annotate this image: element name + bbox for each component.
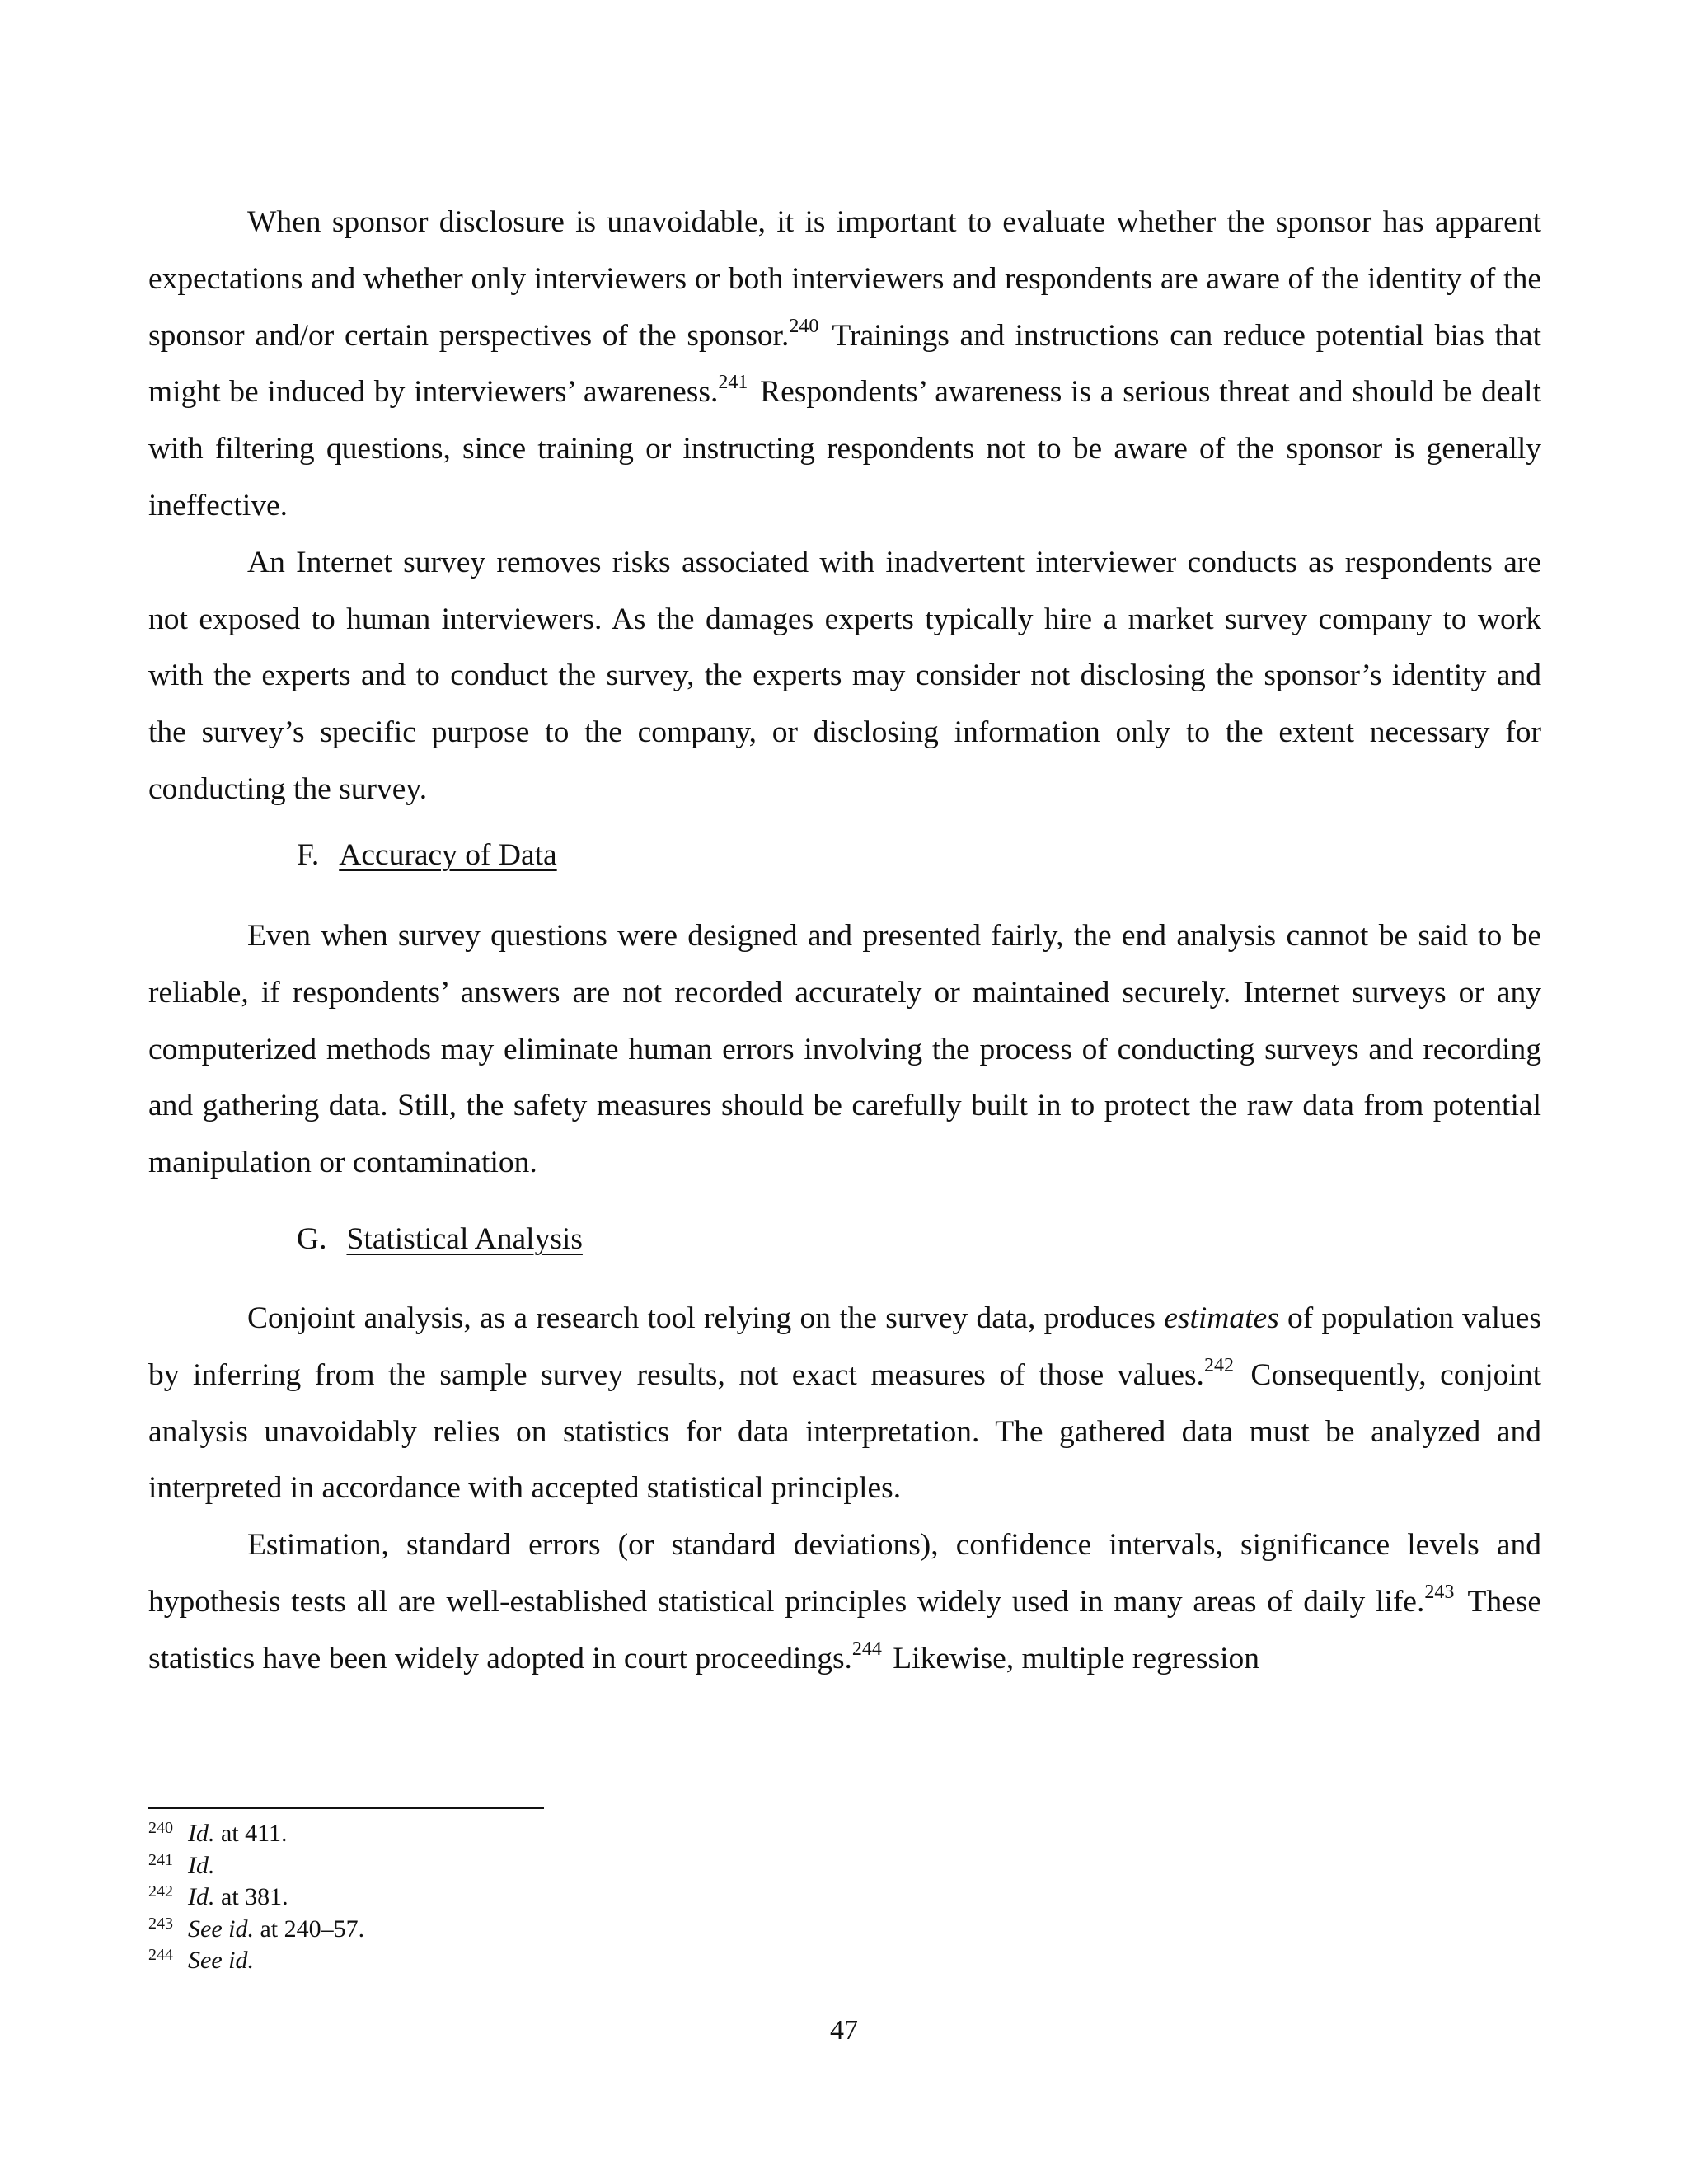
italic-text: See id. bbox=[188, 1947, 254, 1974]
italic-text: estimates bbox=[1164, 1301, 1279, 1335]
footnote-divider bbox=[148, 1807, 544, 1809]
footnotes bbox=[148, 1818, 1541, 1977]
footnote-reference: 243 bbox=[1424, 1581, 1455, 1603]
footnote-reference: 244 bbox=[851, 1638, 882, 1660]
text-run: Conjoint analysis, as a research tool relying on the survey data, produces bbox=[247, 1301, 1165, 1335]
section-title: Statistical Analysis bbox=[346, 1222, 583, 1256]
text-run: at 411. bbox=[214, 1820, 288, 1847]
footnote: 242 Id. at 381. bbox=[148, 1882, 288, 1910]
text-run: at 381. bbox=[214, 1883, 288, 1910]
footnote: 241 Id. bbox=[148, 1850, 215, 1879]
footnote-reference: 242 bbox=[1203, 1354, 1234, 1376]
paragraph bbox=[148, 1291, 1541, 1517]
paragraph bbox=[148, 908, 1541, 1192]
body-section-3 bbox=[148, 1291, 1541, 1688]
text-run: of population values by inferring from the sample survey results, not exact measures of those values. bbox=[148, 1301, 1541, 1392]
paragraph bbox=[148, 1517, 1541, 1687]
italic-text: Id. bbox=[188, 1820, 215, 1847]
text-run: These statistics have been widely adopted in court proceedings. bbox=[148, 1584, 1541, 1675]
body-section-1 bbox=[148, 194, 1541, 818]
section-heading-g bbox=[297, 1212, 583, 1268]
footnote: 244 See id. bbox=[148, 1946, 254, 1974]
paragraph bbox=[148, 194, 1541, 535]
text-run: Likewise, multiple regression bbox=[884, 1641, 1259, 1675]
paragraph bbox=[148, 535, 1541, 818]
footnote-reference: 241 bbox=[718, 372, 748, 394]
text-run: at 240–57. bbox=[253, 1915, 365, 1943]
italic-text: Id. bbox=[188, 1851, 215, 1879]
italic-text: Id. bbox=[188, 1883, 215, 1910]
text-run: Respondents’ awareness is a serious threat and should be dealt with filtering questions, since training or instructing respondents not to be aware of the sponsor is generally ineffective. bbox=[148, 375, 1541, 523]
section-letter: G. bbox=[297, 1222, 327, 1256]
page-number: 47 bbox=[830, 2015, 858, 2046]
text-run: Consequently, conjoint analysis unavoidably relies on statistics for data interpretation. The gathered data must be analyzed and interpreted in accordance with accepted statistical principles. bbox=[148, 1357, 1541, 1506]
footnote-reference: 240 bbox=[789, 315, 819, 337]
body-section-2 bbox=[148, 908, 1541, 1192]
text-run: When sponsor disclosure is unavoidable, it is important to evaluate whether the sponsor has apparent expectations and whether only interviewers or both interviewers and respondents are aware of the identity of the sponsor and/or certain perspectives of the sponsor. bbox=[148, 205, 1541, 353]
italic-text: See id. bbox=[188, 1915, 254, 1943]
text-run: An Internet survey removes risks associated with inadvertent interviewer conducts as respondents are not exposed to human interviewers. As the damages experts typically hire a market survey company to work with the experts and to conduct the survey, the experts may consider not disclosing the sponsor’s identity and the survey’s specific purpose to the company, or disclosing information only to the extent necessary for conducting the survey. bbox=[148, 545, 1541, 806]
text-run: Estimation, standard errors (or standard deviations), confidence intervals, significance levels and hypothesis tests all are well-established statistical principles widely used in many areas of daily life. bbox=[148, 1528, 1541, 1619]
text-run: Even when survey questions were designed and presented fairly, the end analysis cannot be said to be reliable, if respondents’ answers are not recorded accurately or maintained securely. Internet surveys or any computerized methods may eliminate human errors involving the process of conducting surveys and recording and gathering data. Still, the safety measures should be carefully built in to protect the raw data from potential manipulation or contamination. bbox=[148, 919, 1541, 1180]
section-title: Accuracy of Data bbox=[339, 838, 557, 872]
text-run: Trainings and instructions can reduce potential bias that might be induced by interviewers’ awareness. bbox=[148, 318, 1541, 410]
section-letter: F. bbox=[297, 838, 320, 872]
footnote: 243 See id. at 240–57. bbox=[148, 1914, 365, 1943]
footnote: 240 Id. at 411. bbox=[148, 1819, 288, 1847]
section-heading-f bbox=[297, 827, 557, 884]
